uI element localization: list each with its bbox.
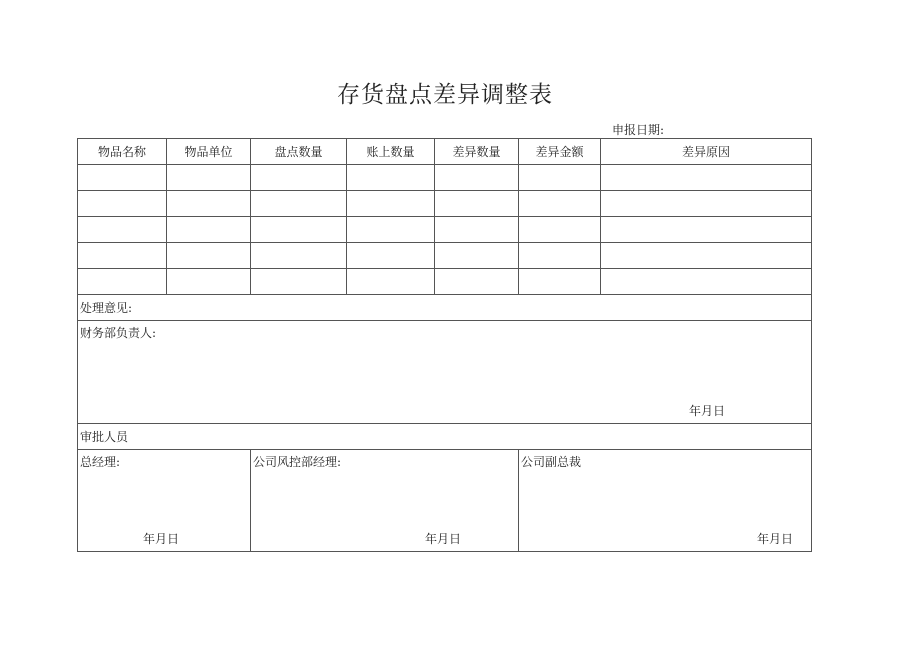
table-cell[interactable]	[167, 269, 251, 295]
table-cell[interactable]	[251, 217, 347, 243]
table-cell[interactable]	[435, 243, 519, 269]
table-cell[interactable]	[78, 191, 167, 217]
table-cell[interactable]	[78, 217, 167, 243]
table-cell[interactable]	[167, 191, 251, 217]
table-row	[78, 217, 812, 243]
table-cell[interactable]	[251, 191, 347, 217]
table-cell[interactable]	[601, 165, 812, 191]
table-cell[interactable]	[347, 243, 435, 269]
table-row	[78, 191, 812, 217]
table-cell[interactable]	[347, 269, 435, 295]
risk-manager-cell[interactable]	[251, 450, 519, 552]
table-cell[interactable]	[435, 165, 519, 191]
opinion-label[interactable]: 处理意见:	[78, 295, 812, 321]
table-cell[interactable]	[519, 243, 601, 269]
table-row	[78, 165, 812, 191]
table-cell[interactable]	[601, 269, 812, 295]
table-cell[interactable]	[347, 191, 435, 217]
table-cell[interactable]	[519, 269, 601, 295]
column-header-count-qty: 盘点数量	[251, 139, 347, 165]
table-cell[interactable]	[435, 191, 519, 217]
vice-president-cell[interactable]	[519, 450, 812, 552]
table-cell[interactable]	[435, 269, 519, 295]
table-cell[interactable]	[347, 217, 435, 243]
table-row	[78, 243, 812, 269]
column-header-book-qty: 账上数量	[347, 139, 435, 165]
table-cell[interactable]	[601, 217, 812, 243]
column-header-diff-qty: 差异数量	[435, 139, 519, 165]
table-cell[interactable]	[167, 165, 251, 191]
column-header-item-name: 物品名称	[78, 139, 167, 165]
table-cell[interactable]	[601, 243, 812, 269]
page-title: 存货盘点差异调整表	[337, 82, 553, 108]
signature-row	[78, 450, 812, 552]
finance-cell[interactable]	[78, 321, 812, 424]
report-date-label: 申报日期:	[612, 123, 665, 137]
opinion-row	[78, 295, 812, 321]
risk-manager-date: 年月日	[424, 532, 461, 546]
table-cell[interactable]	[167, 243, 251, 269]
table-cell[interactable]	[519, 217, 601, 243]
column-header-unit: 物品单位	[167, 139, 251, 165]
inventory-adjustment-table	[77, 138, 812, 552]
table-cell[interactable]	[78, 269, 167, 295]
general-manager-cell[interactable]	[78, 450, 251, 552]
table-cell[interactable]	[78, 243, 167, 269]
approver-label: 审批人员	[78, 424, 812, 450]
table-cell[interactable]	[435, 217, 519, 243]
general-manager-label: 总经理:	[80, 455, 121, 469]
table-cell[interactable]	[519, 191, 601, 217]
risk-manager-label: 公司风控部经理:	[253, 455, 342, 469]
table-cell[interactable]	[347, 165, 435, 191]
finance-head-label: 财务部负责人:	[80, 326, 157, 340]
vice-president-label: 公司副总裁	[521, 455, 582, 469]
table-cell[interactable]	[78, 165, 167, 191]
vice-president-date: 年月日	[756, 532, 793, 546]
table-cell[interactable]	[251, 243, 347, 269]
table-cell[interactable]	[251, 269, 347, 295]
finance-date-label: 年月日	[688, 404, 725, 418]
header-row	[78, 139, 812, 165]
approver-row	[78, 424, 812, 450]
column-header-diff-amount: 差异金额	[519, 139, 601, 165]
table-row	[78, 269, 812, 295]
table-cell[interactable]	[167, 217, 251, 243]
table-cell[interactable]	[519, 165, 601, 191]
general-manager-date: 年月日	[142, 532, 179, 546]
table-cell[interactable]	[251, 165, 347, 191]
column-header-diff-reason: 差异原因	[601, 139, 812, 165]
table-cell[interactable]	[601, 191, 812, 217]
finance-row	[78, 321, 812, 424]
